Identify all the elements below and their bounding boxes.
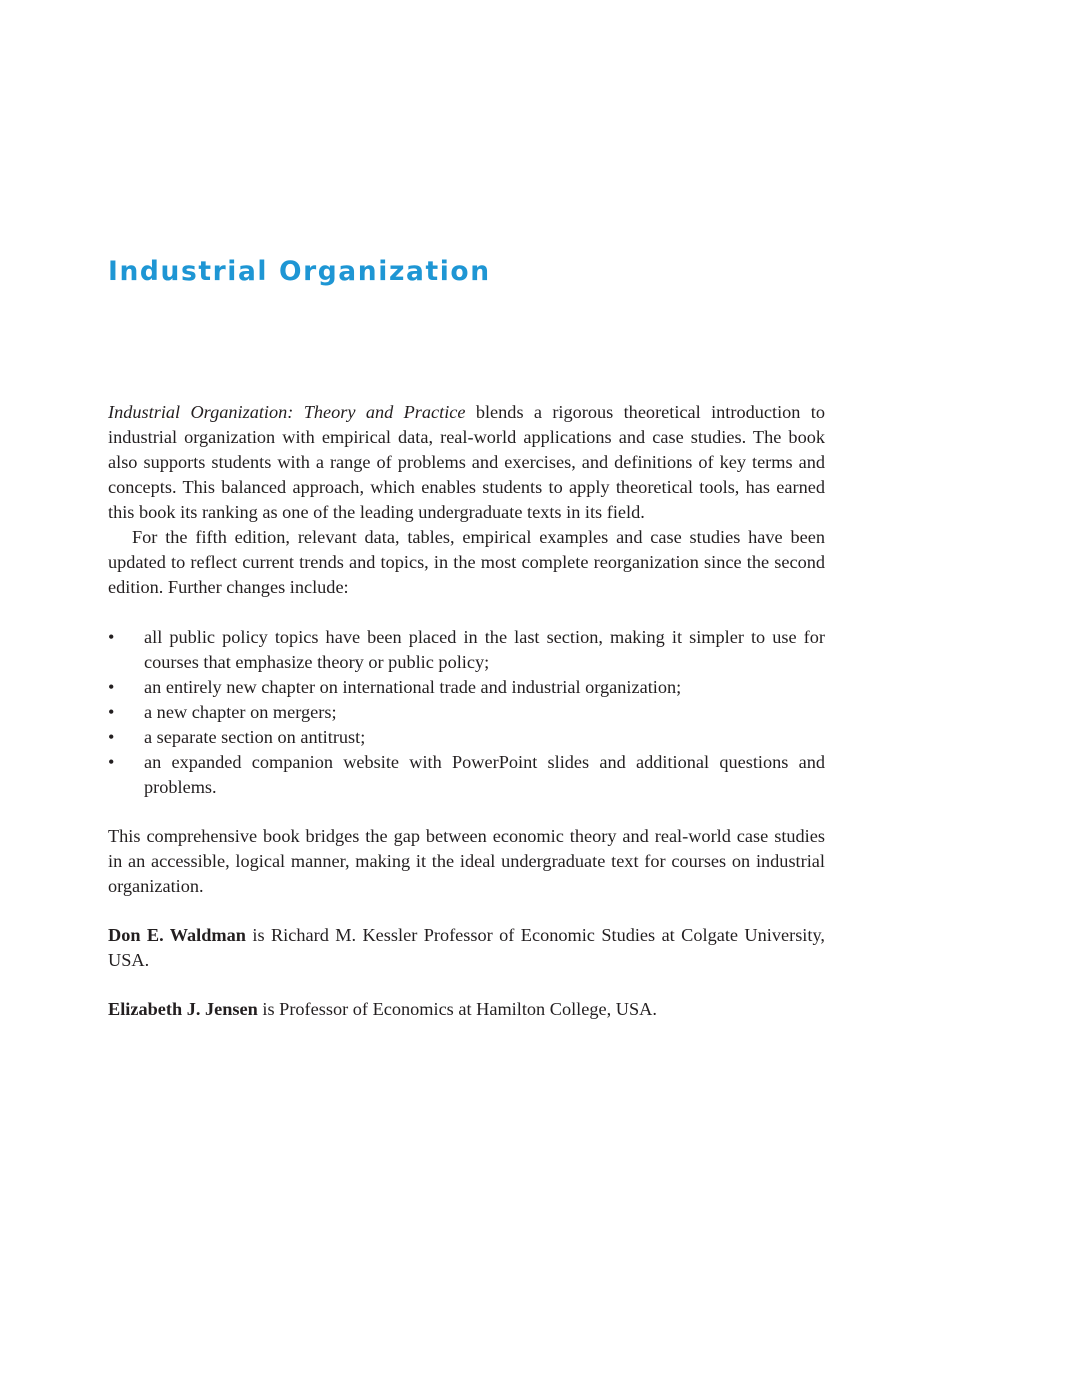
- author-name: Don E. Waldman: [108, 925, 246, 945]
- list-item-text: all public policy topics have been placed in the last section, making it simpler to use for courses that emphasize theory or public policy;: [144, 627, 825, 672]
- intro-text: blends a rigorous theoretical introduction to industrial organization with empirical data, real-world applications and case studies. The book also supports students with a range of problems and exercises, and definitions of key terms and concepts. This balanced approach, which enables students to apply theoretical tools, has earned this book its ranking as one of the leading undergraduate texts in its field.: [108, 402, 825, 522]
- author-bio-text: is Richard M. Kessler Professor of Economic Studies at Colgate University, USA.: [108, 925, 825, 970]
- list-item: [108, 700, 825, 725]
- list-item: [108, 750, 825, 800]
- summary-paragraph: This comprehensive book bridges the gap between economic theory and real-world case studies in an accessible, logical manner, making it the ideal undergraduate text for courses on industrial organization.: [108, 826, 825, 896]
- bullet-icon: •: [108, 627, 115, 647]
- author-bio: [108, 997, 825, 1022]
- list-item: [108, 625, 825, 675]
- blurb-body: [108, 400, 825, 1022]
- author-bio-text: is Professor of Economics at Hamilton College, USA.: [257, 999, 657, 1019]
- bullet-icon: •: [108, 677, 115, 697]
- fifth-edition-paragraph: For the fifth edition, relevant data, tables, empirical examples and case studies have been updated to reflect current trends and topics, in the most complete reorganization since the second edition. Further changes include:: [108, 527, 825, 597]
- author-bio: [108, 923, 825, 973]
- intro-paragraph: [108, 400, 825, 525]
- author-name: Elizabeth J. Jensen: [108, 999, 258, 1019]
- list-item-text: an expanded companion website with PowerPoint slides and additional questions and problems.: [144, 752, 825, 797]
- bullet-icon: •: [108, 752, 115, 772]
- list-item-text: a separate section on antitrust;: [144, 727, 366, 747]
- list-item-text: a new chapter on mergers;: [144, 702, 337, 722]
- bullet-icon: •: [108, 702, 115, 722]
- list-item-text: an entirely new chapter on international trade and industrial organization;: [144, 677, 682, 697]
- bullet-icon: •: [108, 727, 115, 747]
- changes-list: [108, 625, 825, 800]
- list-item: [108, 725, 825, 750]
- book-title-italic: Industrial Organization: Theory and Practice: [108, 402, 466, 422]
- page-title: Industrial Organization: [108, 256, 491, 287]
- list-item: [108, 675, 825, 700]
